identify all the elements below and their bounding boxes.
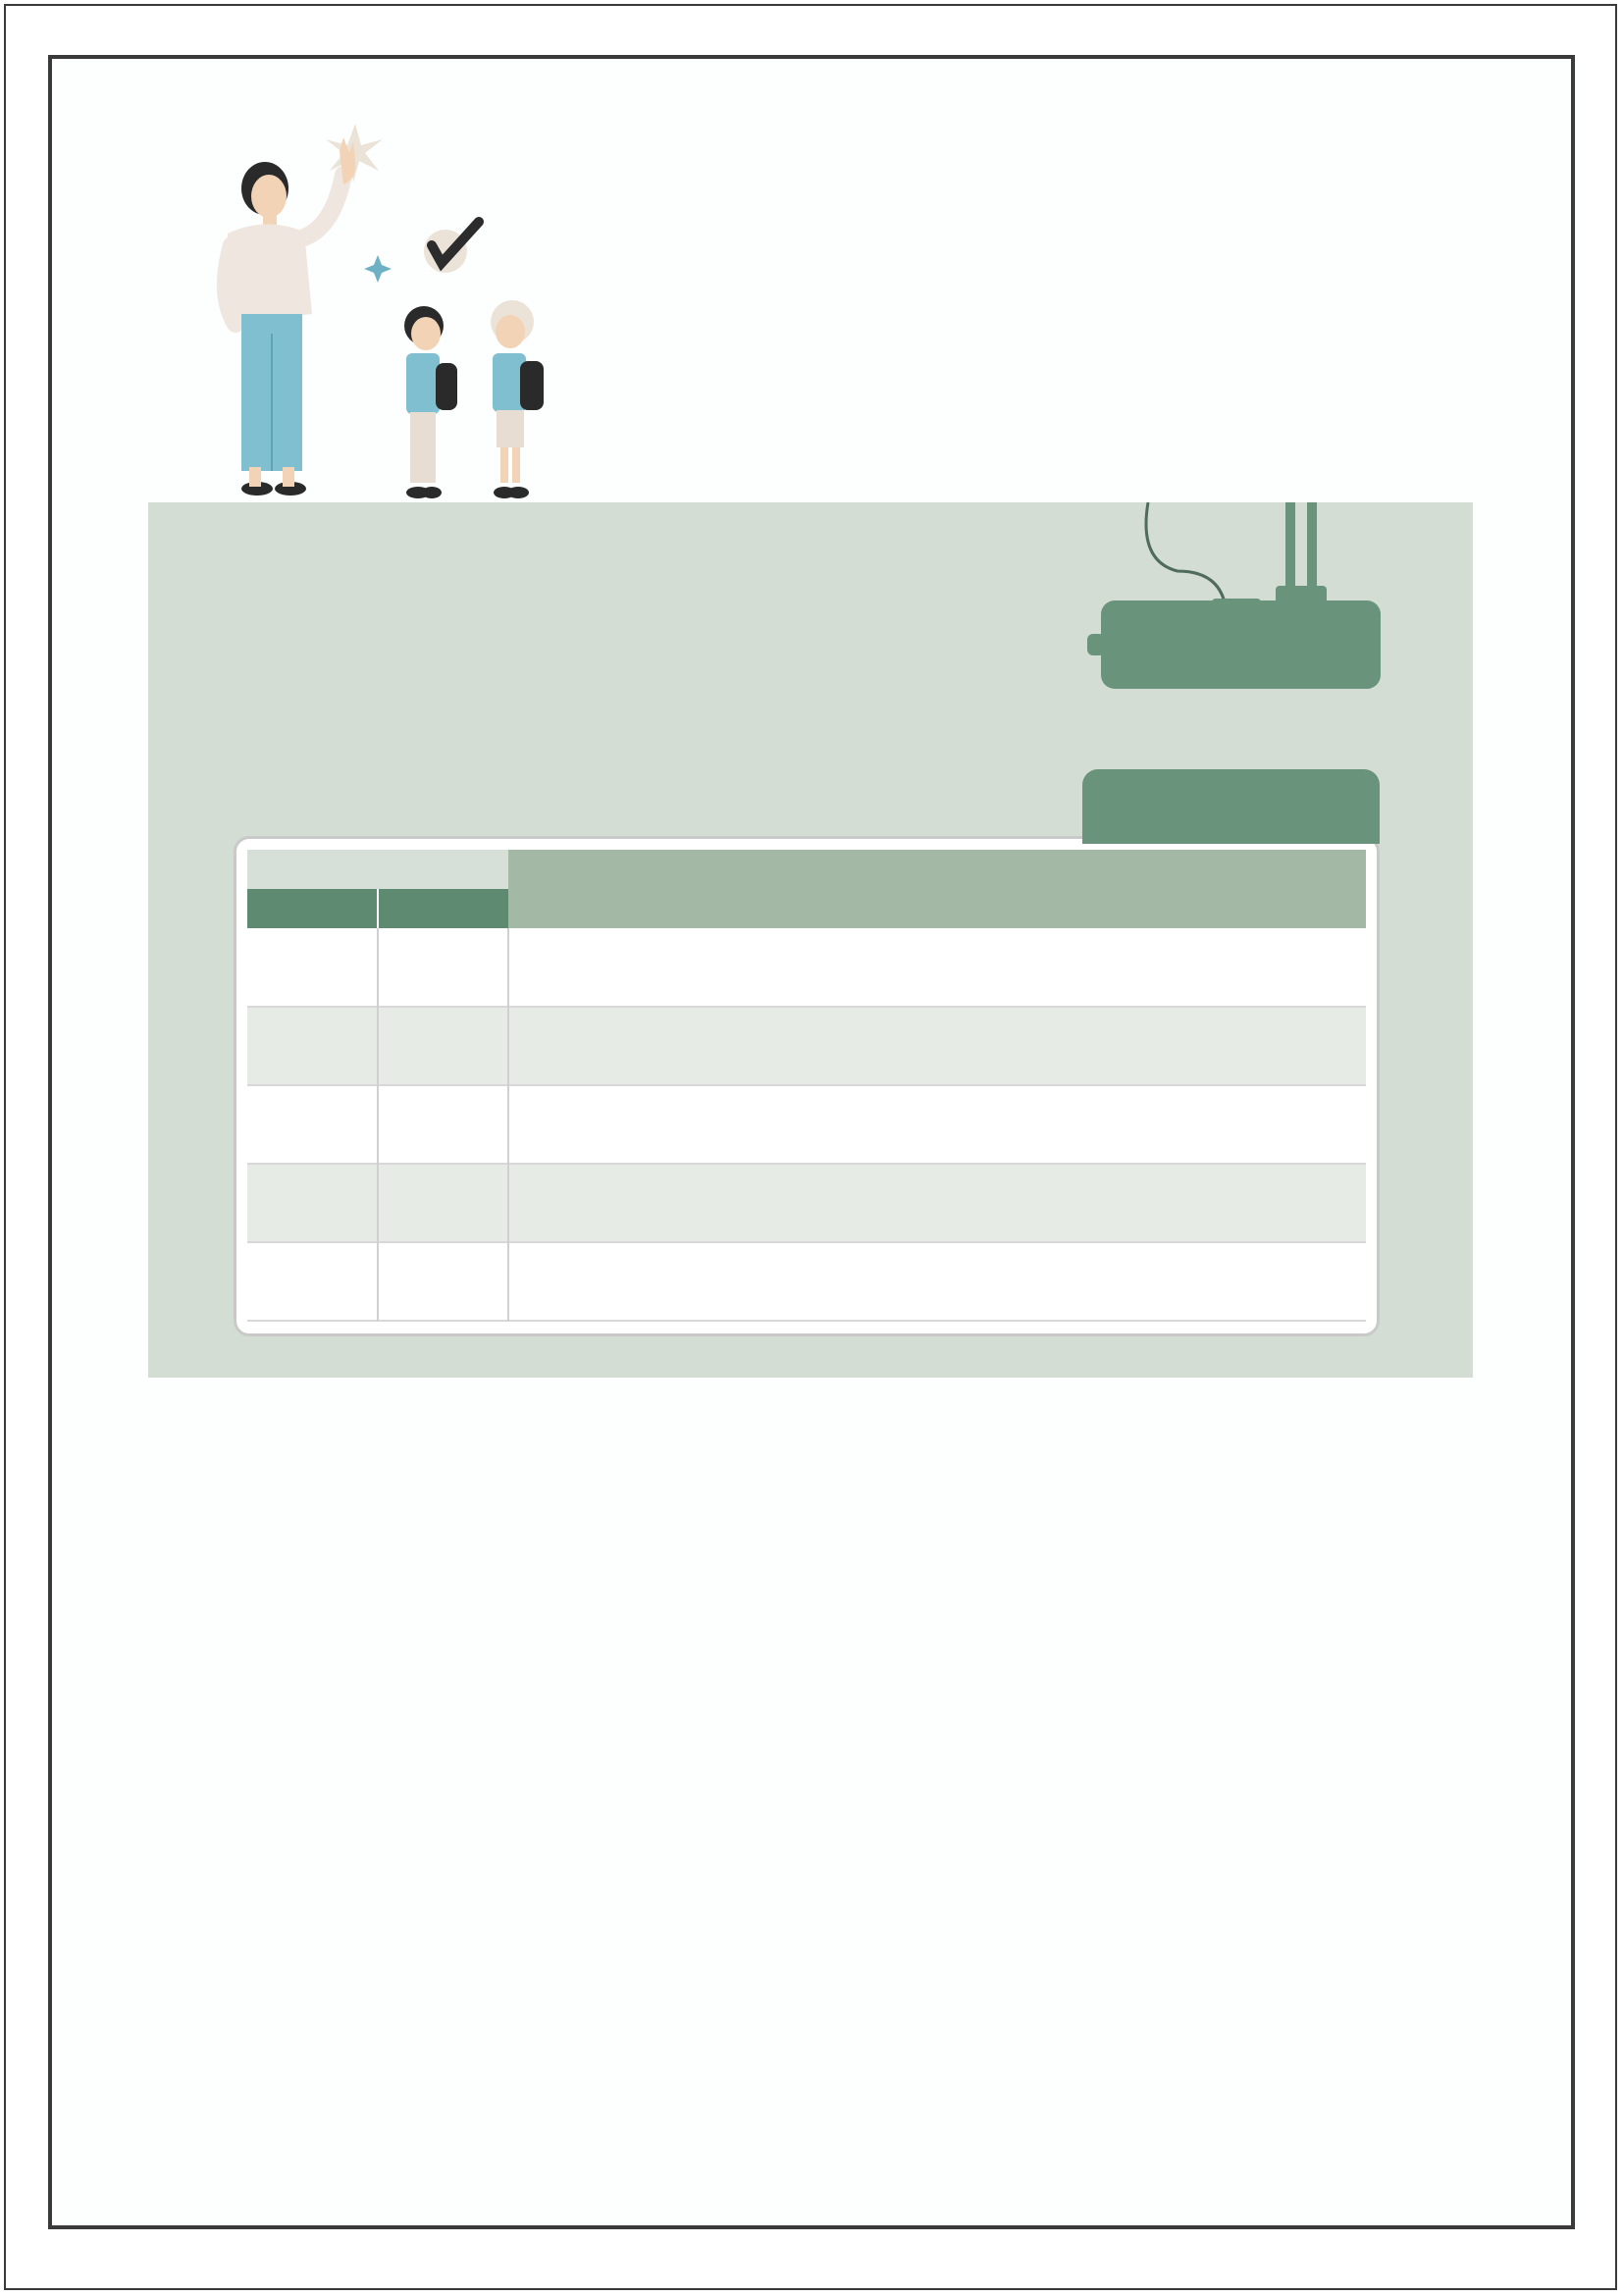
student-figure — [404, 306, 457, 498]
skill-text — [508, 1007, 1366, 1085]
not-mastered-cell[interactable] — [247, 928, 378, 1007]
skill-text — [508, 1085, 1366, 1164]
table-row — [247, 1085, 1366, 1164]
teacher-figure — [226, 137, 355, 496]
mastered-cell[interactable] — [378, 1007, 508, 1085]
student-figure — [491, 300, 544, 498]
table-row — [247, 1007, 1366, 1085]
skill-text — [508, 1164, 1366, 1242]
checkmark-icon — [424, 222, 479, 273]
table-row — [247, 1164, 1366, 1242]
mastered-cell[interactable] — [378, 928, 508, 1007]
skills-table — [247, 850, 1366, 1322]
teacher-students-illustration — [196, 118, 589, 510]
skills-table-tab — [1082, 769, 1380, 844]
skill-text — [508, 1242, 1366, 1321]
not-mastered-cell[interactable] — [247, 1085, 378, 1164]
header-mastery — [247, 850, 508, 889]
header-mastered — [378, 889, 508, 928]
not-mastered-cell[interactable] — [247, 1007, 378, 1085]
skill-text — [508, 928, 1366, 1007]
not-mastered-cell[interactable] — [247, 1164, 378, 1242]
table-row — [247, 928, 1366, 1007]
closing-title — [1101, 600, 1381, 689]
rating-stars — [603, 309, 1271, 417]
mastered-cell[interactable] — [378, 1164, 508, 1242]
closing-title-plate — [1101, 600, 1381, 689]
small-sparkle-icon — [364, 255, 392, 283]
not-mastered-cell[interactable] — [247, 1242, 378, 1321]
header-not-mastered — [247, 889, 378, 928]
header-skill — [508, 850, 1366, 928]
mastered-cell[interactable] — [378, 1085, 508, 1164]
mastered-cell[interactable] — [378, 1242, 508, 1321]
table-row — [247, 1242, 1366, 1321]
